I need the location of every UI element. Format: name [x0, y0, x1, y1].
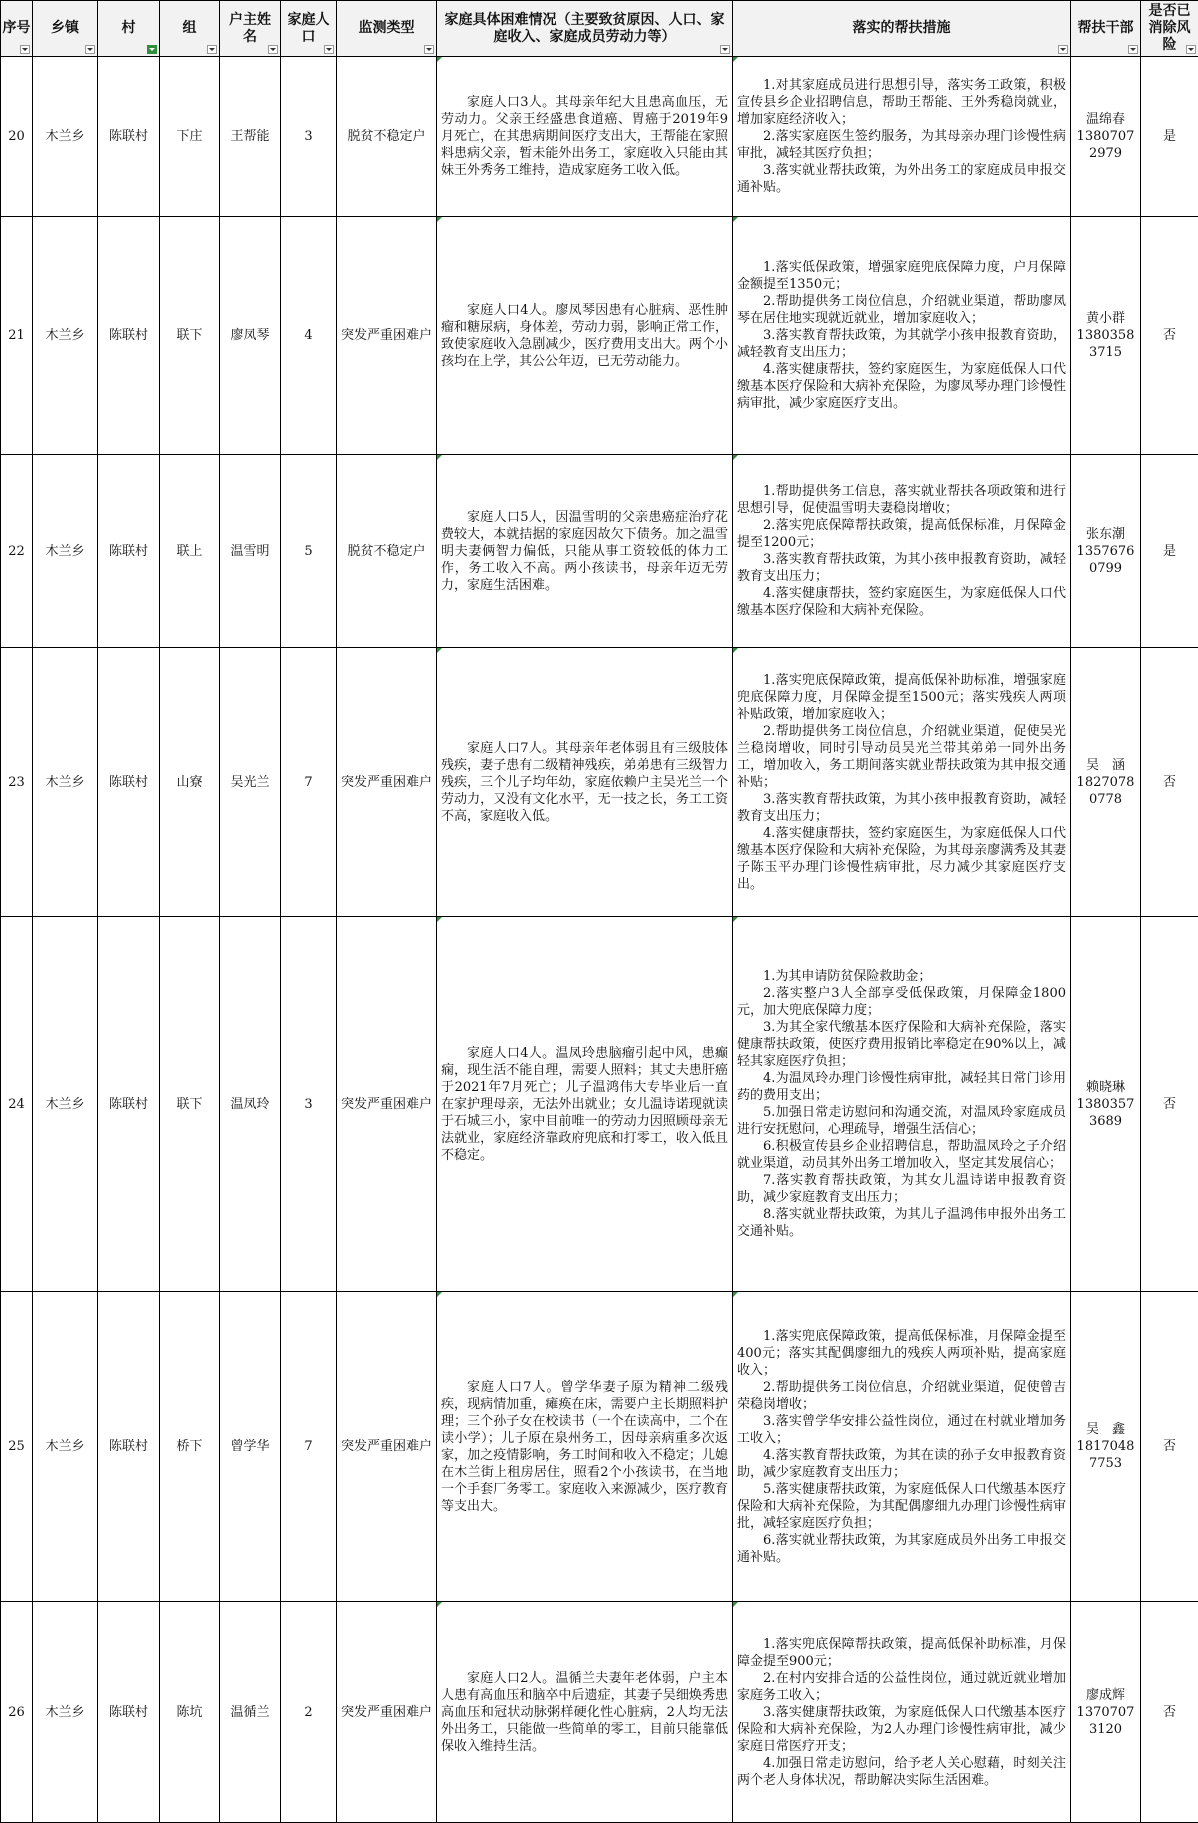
cadre-phone-part: 1370707 [1074, 1704, 1137, 1721]
cadre-phone-part: 7753 [1074, 1455, 1137, 1472]
cell-cadre[interactable] [1071, 455, 1141, 648]
header-cadre: 帮扶干部 [1071, 1, 1141, 57]
cell-town[interactable]: 木兰乡 [33, 217, 98, 455]
cell-difficulty[interactable]: 家庭人口7人。曾学华妻子原为精神二级残疾，现病情加重，瘫痪在床，需要户主长期照料护理；三个孙子女在校读书（一个在读高中，二个在读小学）；儿子原在泉州务工，因母亲病重多次返家，加之疫情影响，务工时间和收入不稳定；儿媳在木兰街上租房居住，照看2个小孩读书，在当地一个手套厂务零工。家庭收入来源减少，医疗教育等支出大。 [437, 1292, 733, 1602]
header-risk-cleared: 是否已消除风险 [1141, 1, 1198, 57]
measure-item: 3.落实就业帮扶政策，为外出务工的家庭成员申报交通补贴。 [737, 162, 1066, 196]
cell-risk-cleared[interactable]: 否 [1141, 917, 1198, 1292]
active-filter-icon[interactable] [147, 45, 157, 54]
cadre-phone-part: 1380358 [1074, 327, 1137, 344]
cadre-name: 吴 鑫 [1074, 1421, 1137, 1438]
cell-group[interactable]: 下庄 [160, 57, 220, 217]
cell-head-name[interactable]: 吴光兰 [220, 648, 281, 917]
measure-item: 8.落实就业帮扶政策，为其儿子温鸿伟申报外出务工交通补贴。 [737, 1206, 1066, 1240]
cell-monitor-type[interactable]: 突发严重困难户 [337, 1292, 437, 1602]
measure-item: 1.帮助提供务工信息，落实就业帮扶各项政策和进行思想引导，促使温雪明夫妻稳岗增收； [737, 483, 1066, 517]
measure-item: 7.落实教育帮扶政策，为其女儿温诗诺申报教育资助，减少家庭教育支出压力； [737, 1172, 1066, 1206]
filter-dropdown-icon[interactable] [20, 45, 30, 54]
filter-dropdown-icon[interactable] [720, 45, 730, 54]
cell-village[interactable]: 陈联村 [98, 217, 160, 455]
cadre-phone-part: 0778 [1074, 791, 1137, 808]
cell-town[interactable]: 木兰乡 [33, 455, 98, 648]
cell-seq[interactable]: 21 [1, 217, 33, 455]
cadre-name: 吴 涵 [1074, 757, 1137, 774]
cell-group[interactable]: 联下 [160, 217, 220, 455]
cadre-name: 赖晓琳 [1074, 1079, 1137, 1096]
cell-monitor-type[interactable]: 突发严重困难户 [337, 648, 437, 917]
cell-group[interactable]: 山寮 [160, 648, 220, 917]
measure-item: 4.落实健康帮扶，签约家庭医生，为家庭低保人口代缴基本医疗保险和大病补充保险，为廖凤琴办理门诊慢性病审批，减少家庭医疗支出。 [737, 361, 1066, 412]
filter-dropdown-icon[interactable] [424, 45, 434, 54]
cell-head-name[interactable]: 廖凤琴 [220, 217, 281, 455]
measure-item: 1.落实兜底保障政策，提高低保补助标准，增强家庭兜底保障力度，月保障金提至1500元；落实残疾人两项补贴政策，增加家庭收入； [737, 672, 1066, 723]
cadre-phone-part: 1357676 [1074, 543, 1137, 560]
cadre-name: 黄小群 [1074, 310, 1137, 327]
cell-head-name[interactable]: 温雪明 [220, 455, 281, 648]
cell-cadre[interactable] [1071, 1602, 1141, 1823]
cell-measures[interactable] [733, 217, 1071, 455]
cell-household-size[interactable]: 2 [281, 1602, 337, 1823]
measure-item: 4.落实教育帮扶政策，为其在读的孙子女申报教育资助，减少家庭教育支出压力； [737, 1447, 1066, 1481]
cell-seq[interactable]: 20 [1, 57, 33, 217]
cell-seq[interactable]: 23 [1, 648, 33, 917]
measure-item: 1.落实低保政策，增强家庭兜底保障力度，户月保障金额提至1350元； [737, 259, 1066, 293]
cell-household-size[interactable]: 4 [281, 217, 337, 455]
measure-item: 4.加强日常走访慰问，给予老人关心慰藉，时刻关注两个老人身体状况，帮助解决实际生活困难。 [737, 1755, 1066, 1789]
filter-dropdown-icon[interactable] [324, 45, 334, 54]
cadre-name: 张东潮 [1074, 526, 1137, 543]
cell-head-name[interactable]: 王帮能 [220, 57, 281, 217]
measure-item: 4.落实健康帮扶，签约家庭医生，为家庭低保人口代缴基本医疗保险和大病补充保险，为其母亲廖满秀及其妻子陈玉平办理门诊慢性病审批，尽力减少其家庭医疗支出。 [737, 825, 1066, 893]
cell-monitor-type[interactable]: 突发严重困难户 [337, 217, 437, 455]
cell-difficulty[interactable]: 家庭人口7人。其母亲年老体弱且有三级肢体残疾，妻子患有二级精神残疾，弟弟患有三级智力残疾，三个儿子均年幼，家庭依赖户主吴光兰一个劳动力，又没有文化水平，无一技之长，务工工资不高，家庭收入低。 [437, 648, 733, 917]
cell-risk-cleared[interactable]: 否 [1141, 217, 1198, 455]
header-household-size: 家庭人口 [281, 1, 337, 57]
cell-monitor-type[interactable]: 突发严重困难户 [337, 917, 437, 1292]
cell-risk-cleared[interactable]: 否 [1141, 648, 1198, 917]
table-row [1, 217, 1198, 455]
measure-item: 1.落实兜底保障政策，提高低保标准，月保障金提至400元；落实其配偶廖细九的残疾人两项补贴，提高家庭收入； [737, 1328, 1066, 1379]
measure-item: 3.为其全家代缴基本医疗保险和大病补充保险，落实健康帮扶政策，使医疗费用报销比率稳定在90%以上，减轻其家庭医疗负担； [737, 1019, 1066, 1070]
cadre-phone-part: 1827078 [1074, 774, 1137, 791]
cell-town[interactable]: 木兰乡 [33, 57, 98, 217]
cell-difficulty[interactable]: 家庭人口4人。温凤玲患脑瘤引起中风，患癫痫，现生活不能自理，需要人照料；其丈夫患肝癌于2021年7月死亡；儿子温鸿伟大专毕业后一直在家护理母亲，无法外出就业；女儿温诗诺现就读于石城三小，家中目前唯一的劳动力因照顾母亲无法就业，家庭经济靠政府兜底和打零工，收入低且不稳定。 [437, 917, 733, 1292]
cell-difficulty[interactable]: 家庭人口3人。其母亲年纪大且患高血压，无劳动力。父亲王经盛患食道癌、胃癌于2019年9月死亡，在其患病期间医疗支出大，王帮能在家照料患病父亲，暂未能外出务工，家庭收入只能由其妹王外秀务工维持，造成家庭务工收入低。 [437, 57, 733, 217]
measure-item: 5.加强日常走访慰问和沟通交流，对温凤玲家庭成员进行安抚慰问，心理疏导，增强生活信心； [737, 1104, 1066, 1138]
cell-village[interactable]: 陈联村 [98, 1602, 160, 1823]
cell-monitor-type[interactable]: 突发严重困难户 [337, 1602, 437, 1823]
cadre-name: 温绵春 [1074, 111, 1137, 128]
measure-item: 1.为其申请防贫保险救助金； [737, 968, 1066, 985]
measure-item: 2.帮助提供务工岗位信息，介绍就业渠道，帮助廖凤琴在居住地实现就近就业，增加家庭收入； [737, 293, 1066, 327]
cell-seq[interactable]: 26 [1, 1602, 33, 1823]
header-town: 乡镇 [33, 1, 98, 57]
measure-item: 2.在村内安排合适的公益性岗位，通过就近就业增加家庭务工收入； [737, 1670, 1066, 1704]
cell-village[interactable]: 陈联村 [98, 57, 160, 217]
cell-village[interactable]: 陈联村 [98, 917, 160, 1292]
cadre-phone-part: 3689 [1074, 1113, 1137, 1130]
cell-risk-cleared[interactable]: 否 [1141, 1602, 1198, 1823]
cell-risk-cleared[interactable]: 是 [1141, 455, 1198, 648]
cell-difficulty[interactable]: 家庭人口2人。温循兰夫妻年老体弱，户主本人患有高血压和脑卒中后遗症，其妻子吴细焕秀患高血压和冠状动脉粥样硬化性心脏病，2人均无法外出务工，只能做一些简单的零工，目前只能靠低保收入维持生活。 [437, 1602, 733, 1823]
measure-item: 3.落实曾学华安排公益性岗位，通过在村就业增加务工收入； [737, 1413, 1066, 1447]
cell-difficulty[interactable]: 家庭人口4人。廖凤琴因患有心脏病、恶性肿瘤和糖尿病，身体差，劳动力弱，影响正常工作，致使家庭收入急剧减少，医疗费用支出大。两个小孩均在上学，其公公年迈，已无劳动能力。 [437, 217, 733, 455]
cell-measures[interactable] [733, 917, 1071, 1292]
cell-risk-cleared[interactable]: 是 [1141, 57, 1198, 217]
measure-item: 2.落实整户3人全部享受低保政策，月保障金1800元，加大兜底保障力度； [737, 985, 1066, 1019]
header-row [1, 1, 1198, 57]
measure-item: 1.落实兜底保障帮扶政策，提高低保补助标准，月保障金提至900元； [737, 1636, 1066, 1670]
header-group: 组 [160, 1, 220, 57]
header-village: 村 [98, 1, 160, 57]
filter-dropdown-icon[interactable] [268, 45, 278, 54]
measure-item: 4.落实健康帮扶，签约家庭医生，为家庭低保人口代缴基本医疗保险和大病补充保险。 [737, 585, 1066, 619]
measure-item: 3.落实教育帮扶政策，为其小孩申报教育资助，减轻教育支出压力； [737, 791, 1066, 825]
cell-household-size[interactable]: 7 [281, 648, 337, 917]
measure-item: 3.落实教育帮扶政策，为其就学小孩申报教育资助，减轻教育支出压力； [737, 327, 1066, 361]
cell-seq[interactable]: 24 [1, 917, 33, 1292]
cell-household-size[interactable]: 7 [281, 1292, 337, 1602]
filter-dropdown-icon[interactable] [85, 45, 95, 54]
cell-monitor-type[interactable]: 脱贫不稳定户 [337, 57, 437, 217]
filter-dropdown-icon[interactable] [207, 45, 217, 54]
cell-village[interactable]: 陈联村 [98, 1292, 160, 1602]
cell-difficulty[interactable]: 家庭人口5人，因温雪明的父亲患癌症治疗花费较大，本就拮据的家庭因故欠下债务。加之温雪明夫妻俩智力偏低，只能从事工资较低的体力工作，务工收入不高。两小孩读书，母亲年迈无劳力，家庭生活困难。 [437, 455, 733, 648]
cell-group[interactable]: 联上 [160, 455, 220, 648]
filter-dropdown-icon[interactable] [1058, 45, 1068, 54]
cell-household-size[interactable]: 3 [281, 57, 337, 217]
table-row [1, 1602, 1198, 1823]
table-row [1, 57, 1198, 217]
cadre-name: 廖成辉 [1074, 1687, 1137, 1704]
table-row [1, 917, 1198, 1292]
cell-cadre[interactable] [1071, 917, 1141, 1292]
table-row [1, 455, 1198, 648]
cell-village[interactable]: 陈联村 [98, 648, 160, 917]
filter-dropdown-icon[interactable] [1128, 45, 1138, 54]
cell-cadre[interactable] [1071, 648, 1141, 917]
cell-household-size[interactable]: 3 [281, 917, 337, 1292]
measure-item: 3.落实教育帮扶政策，为其小孩申报教育资助，减轻教育支出压力； [737, 551, 1066, 585]
measure-item: 1.对其家庭成员进行思想引导，落实务工政策，积极宣传县乡企业招聘信息，帮助王帮能、王外秀稳岗就业，增加家庭经济收入； [737, 77, 1066, 128]
cell-town[interactable]: 木兰乡 [33, 1292, 98, 1602]
cell-group[interactable]: 桥下 [160, 1292, 220, 1602]
cell-measures[interactable] [733, 1292, 1071, 1602]
measure-item: 2.帮助提供务工岗位信息，介绍就业渠道，促使吴光兰稳岗增收，同时引导动员吴光兰带其弟弟一同外出务工，增加收入，务工期间落实就业帮扶政策为其申报交通补贴； [737, 723, 1066, 791]
table-row [1, 1292, 1198, 1602]
cell-seq[interactable]: 25 [1, 1292, 33, 1602]
cell-household-size[interactable]: 5 [281, 455, 337, 648]
cell-cadre[interactable] [1071, 57, 1141, 217]
cell-town[interactable]: 木兰乡 [33, 1602, 98, 1823]
cadre-phone-part: 0799 [1074, 560, 1137, 577]
header-head-name: 户主姓名 [220, 1, 281, 57]
measure-item: 2.落实兜底保障帮扶政策，提高低保标准，月保障金提至1200元； [737, 517, 1066, 551]
cell-risk-cleared[interactable]: 否 [1141, 1292, 1198, 1602]
cell-measures[interactable] [733, 648, 1071, 917]
cell-village[interactable]: 陈联村 [98, 455, 160, 648]
cell-head-name[interactable]: 曾学华 [220, 1292, 281, 1602]
table-row [1, 648, 1198, 917]
measure-item: 6.落实就业帮扶政策，为其家庭成员外出务工申报交通补贴。 [737, 1532, 1066, 1566]
cadre-phone-part: 1817048 [1074, 1438, 1137, 1455]
cell-monitor-type[interactable]: 脱贫不稳定户 [337, 455, 437, 648]
header-difficulty: 家庭具体困难情况（主要致贫原因、人口、家庭收入、家庭成员劳动力等） [437, 1, 733, 57]
measure-item: 2.落实家庭医生签约服务，为其母亲办理门诊慢性病审批，减轻其医疗负担； [737, 128, 1066, 162]
cell-seq[interactable]: 22 [1, 455, 33, 648]
cell-head-name[interactable]: 温循兰 [220, 1602, 281, 1823]
cell-cadre[interactable] [1071, 1292, 1141, 1602]
filter-dropdown-icon[interactable] [1186, 45, 1196, 54]
cell-group[interactable]: 联下 [160, 917, 220, 1292]
cadre-phone-part: 2979 [1074, 145, 1137, 162]
cell-group[interactable]: 陈坑 [160, 1602, 220, 1823]
cadre-phone-part: 1380357 [1074, 1096, 1137, 1113]
measure-item: 2.帮助提供务工岗位信息，介绍就业渠道，促使曾吉荣稳岗增收； [737, 1379, 1066, 1413]
measure-item: 5.落实健康帮扶政策，为家庭低保人口代缴基本医疗保险和大病补充保险，为其配偶廖细九办理门诊慢性病审批，减轻家庭医疗负担； [737, 1481, 1066, 1532]
measure-item: 3.落实健康帮扶政策，为家庭低保人口代缴基本医疗保险和大病补充保险，为2人办理门诊慢性病审批，减少家庭日常医疗开支； [737, 1704, 1066, 1755]
cadre-phone-part: 1380707 [1074, 128, 1137, 145]
cell-cadre[interactable] [1071, 217, 1141, 455]
header-measures: 落实的帮扶措施 [733, 1, 1071, 57]
cell-town[interactable]: 木兰乡 [33, 917, 98, 1292]
cell-town[interactable]: 木兰乡 [33, 648, 98, 917]
header-seq: 序号 [1, 1, 33, 57]
cell-measures[interactable] [733, 455, 1071, 648]
measure-item: 4.为温凤玲办理门诊慢性病审批，减轻其日常门诊用药的费用支出； [737, 1070, 1066, 1104]
cell-head-name[interactable]: 温凤玲 [220, 917, 281, 1292]
cadre-phone-part: 3120 [1074, 1721, 1137, 1738]
header-monitor-type: 监测类型 [337, 1, 437, 57]
cell-measures[interactable] [733, 57, 1071, 217]
measure-item: 6.积极宣传县乡企业招聘信息，帮助温凤玲之子介绍就业渠道，动员其外出务工增加收入，坚定其发展信心； [737, 1138, 1066, 1172]
cadre-phone-part: 3715 [1074, 344, 1137, 361]
cell-measures[interactable] [733, 1602, 1071, 1823]
